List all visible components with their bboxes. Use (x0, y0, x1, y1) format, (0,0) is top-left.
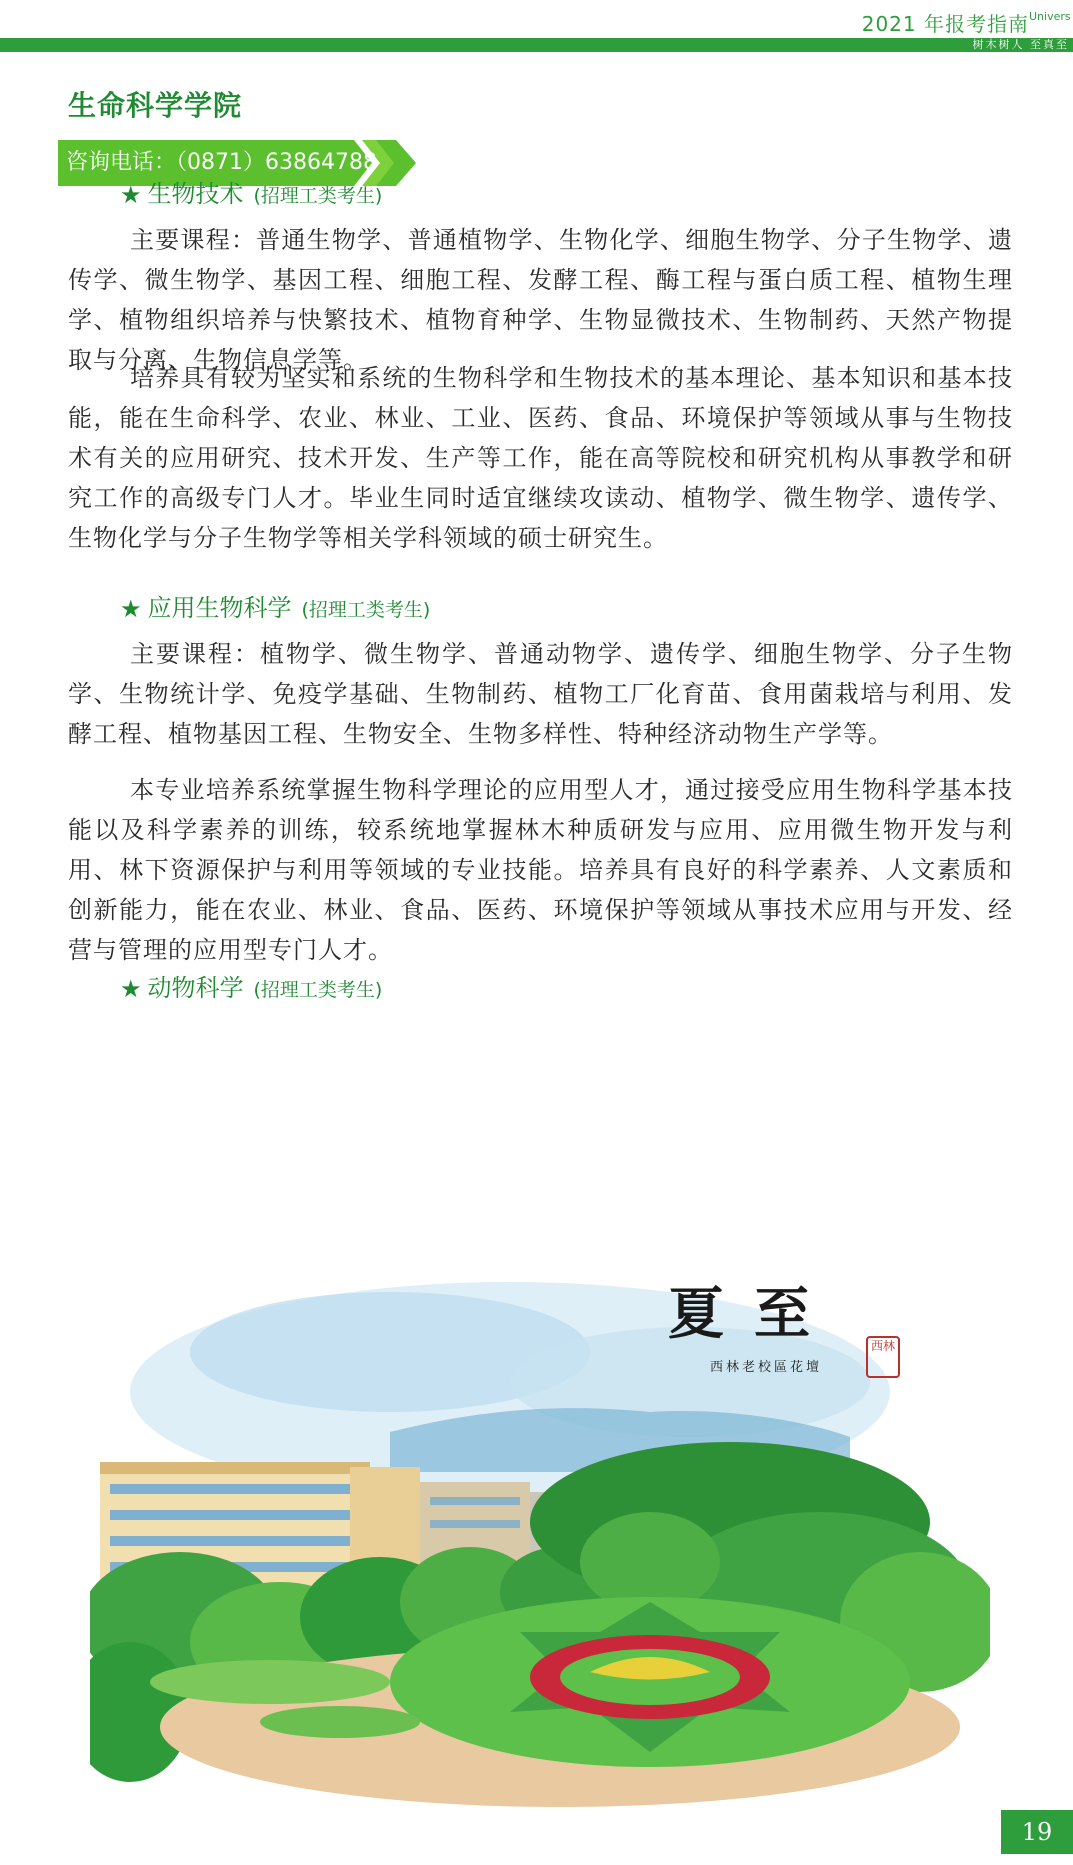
college-title: 生命科学学院 (68, 89, 243, 122)
major-name: 应用生物科学 (147, 594, 292, 622)
major-note: (招理工类考生) (301, 599, 431, 621)
hedge (150, 1660, 390, 1704)
star-icon: ★ (120, 595, 142, 623)
calligraphy-title: 夏至 (668, 1281, 840, 1347)
guide-title: 2021 年报考指南 (861, 12, 1029, 36)
red-seal (866, 1336, 900, 1378)
course-paragraph: 主要课程：植物学、微生物学、普通动物学、遗传学、细胞生物学、分子生物学、生物统计学、免疫学基础、生物制药、植物工厂化育苗、食用菌栽培与利用、发酵工程、植物基因工程、生物安全、生物多样性、特种经济动物生产学等。 (68, 640, 1013, 748)
campus-illustration (90, 1262, 990, 1810)
major-heading (120, 590, 430, 626)
calligraphy-caption: 西林老校區花壇 (710, 1360, 823, 1375)
seal-text: 西林 (870, 1339, 895, 1353)
header-bar (0, 38, 1073, 52)
star-icon: ★ (120, 181, 142, 209)
major-name: 生物技术 (147, 180, 244, 208)
training-paragraph: 培养具有较为坚实和系统的生物科学和生物技术的基本理论、基本知识和基本技能，能在生命科学、农业、林业、工业、医药、食品、环境保护等领域从事与生物技术有关的应用研究、技术开发、生产等工作，能在高等院校和研究机构从事教学和研究工作的高级专门人才。毕业生同时适宜继续攻读动、植物学、微生物学、遗传学、生物化学与分子生物学等相关学科领域的硕士研究生。 (68, 364, 1013, 552)
major-heading (120, 970, 382, 1006)
training-paragraph: 本专业培养系统掌握生物科学理论的应用型人才，通过接受应用生物科学基本技能以及科学素养的训练，较系统地掌握林木种质研发与应用、应用微生物开发与利用、林下资源保护与利用等领域的专业技能。培养具有良好的科学素养、人文素质和创新能力，能在农业、林业、食品、医药、环境保护等领域从事技术应用与开发、经营与管理的应用型专门人才。 (68, 776, 1013, 964)
flower-bed (390, 1597, 910, 1767)
major-note: (招理工类考生) (253, 185, 383, 207)
major-name: 动物科学 (147, 974, 244, 1002)
university-mark: Univers (1029, 10, 1071, 23)
phone-number: （0871）63864788 (176, 150, 377, 175)
course-paragraph: 主要课程：普通生物学、普通植物学、生物化学、细胞生物学、分子生物学、遗传学、微生物学、基因工程、细胞工程、发酵工程、酶工程与蛋白质工程、植物生理学、植物组织培养与快繁技术、植物育种学、生物显微技术、生物制药、天然产物提取与分离、生物信息学等。 (68, 226, 1013, 374)
major-heading (120, 176, 382, 212)
phone-label: 咨询电话： (66, 150, 177, 175)
major-note: (招理工类考生) (253, 979, 383, 1001)
page-number: 19 (1001, 1810, 1073, 1854)
star-icon: ★ (120, 975, 142, 1003)
motto: 树木树人 至真至 (972, 38, 1069, 51)
